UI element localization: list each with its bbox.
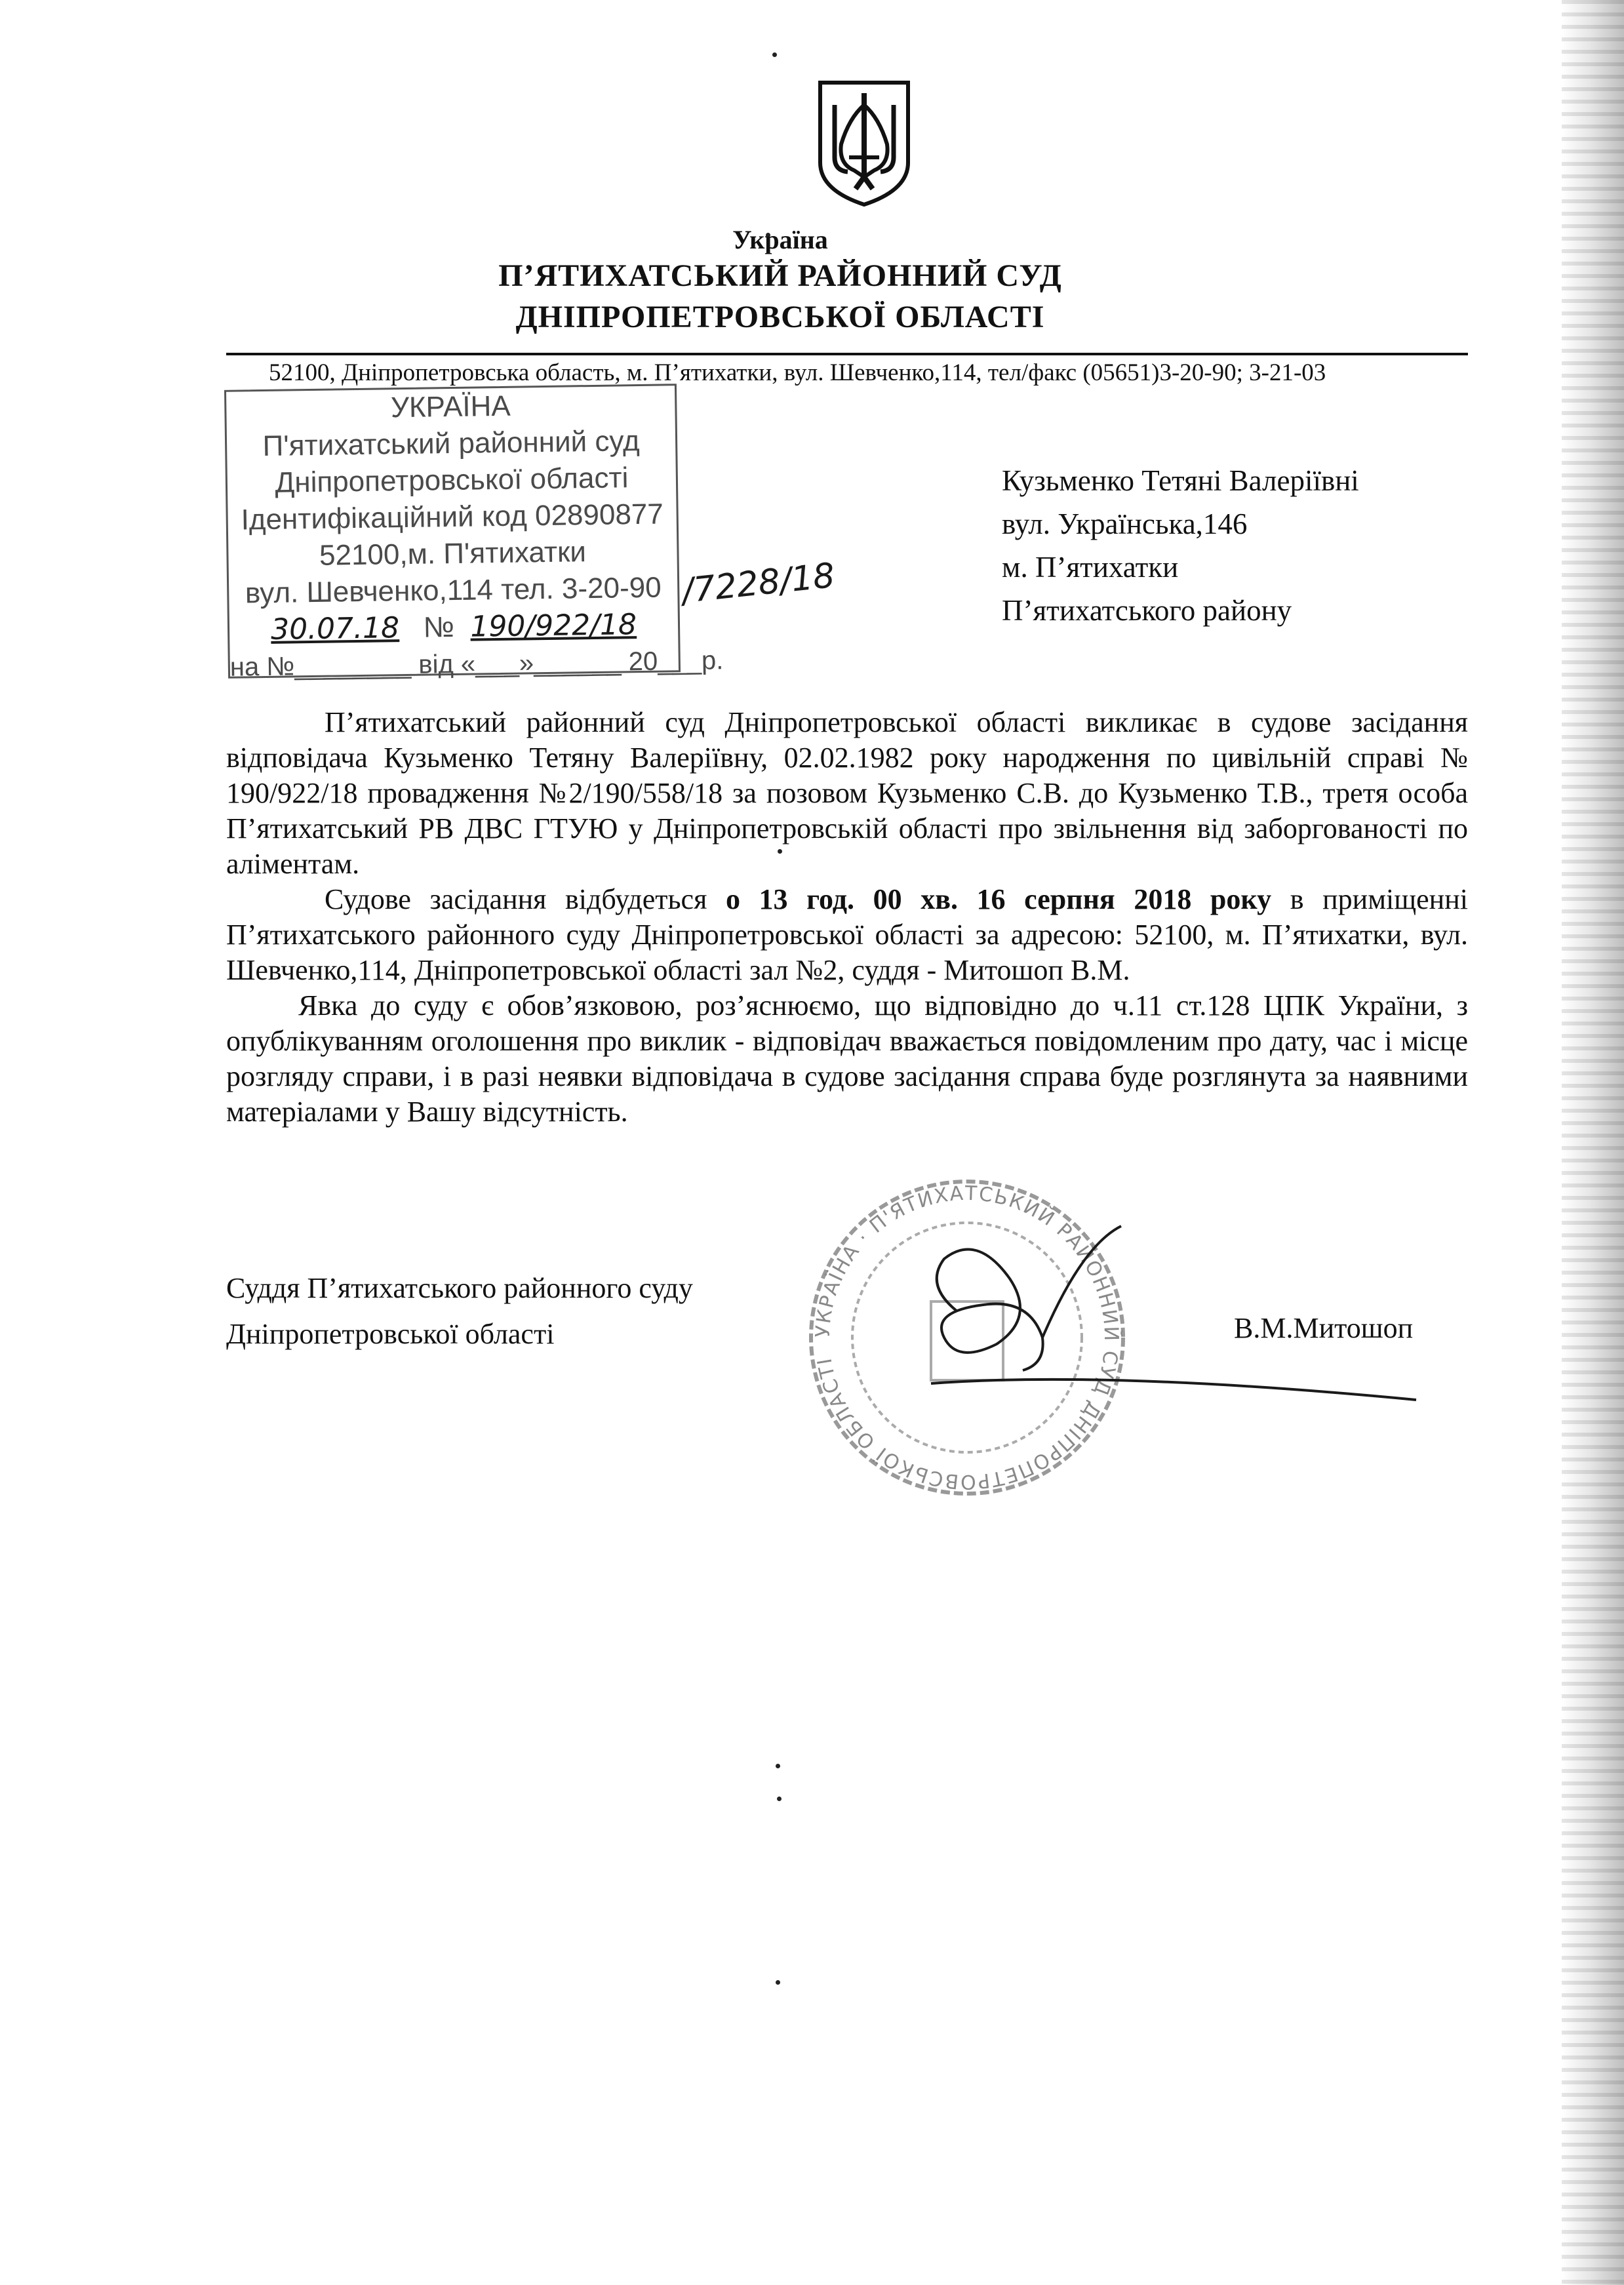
registration-stamp [224, 384, 724, 682]
stamp-number: 190/922/18 [470, 608, 637, 644]
stamp-ref-close: » [519, 648, 534, 678]
court-name-heading: П’ЯТИХАТСЬКИЙ РАЙОННИЙ СУД [498, 258, 1062, 293]
court-address-line: 52100, Дніпропетровська область, м. П’ятихатки, вул. Шевченко,114, тел/факс (05651)3-20-90; 3-21-03 [269, 359, 1326, 386]
recipient-block [1002, 459, 1359, 632]
stamp-date: 30.07.18 [270, 611, 400, 646]
coat-of-arms-icon [815, 79, 913, 207]
letter-body [226, 705, 1468, 1130]
stamp-ref-from: від « [418, 649, 476, 679]
stamp-line-registration [229, 606, 679, 649]
judge-name: В.М.Митошоп [1234, 1312, 1414, 1344]
stamp-line-court: П'ятихатський районний суд [262, 425, 640, 463]
recipient-city: м. П’ятихатки [1002, 551, 1179, 584]
scan-speck [772, 52, 777, 57]
judge-title-line1: Суддя П’ятихатського районного суду [226, 1272, 693, 1304]
stamp-ref-suffix: р. [701, 646, 724, 675]
scan-speck [777, 1797, 782, 1801]
hearing-intro: Судове засідання відбудеться [325, 883, 726, 915]
stamp-line-country: УКРАЇНА [390, 389, 511, 424]
body-paragraph-attendance: Явка до суду є обов’язковою, роз’яснюємо, що відповідно до ч.11 ст.128 ЦПК України, з опублікуванням оголошення про виклик - відповідач вважається повідомленим про дату, час і місце розгляду справи, і в разі неявки відповідача в судове засідання справа буде розглянута за наявними матеріалами у Вашу відсутність. [226, 989, 1468, 1128]
hearing-location: в приміщенні П’ятихатського районного суду Дніпропетровської області за адресою: 52100, м. П’ятихатки, вул. Шевченко,114, Дніпропетровської області зал №2, суддя - Митошоп В.М. [226, 883, 1469, 986]
stamp-line-street: вул. Шевченко,114 тел. 3-20-90 [245, 571, 662, 610]
scan-speck [776, 1764, 780, 1768]
stamp-line-reference: на №________ від «___»______ 20___р. [229, 646, 724, 682]
body-paragraph-summons: П’ятихатський районний суд Дніпропетровської області викликає в судове засідання відповідача Кузьменко Тетяну Валеріївну, 02.02.1982 року народження по цивільній справі № 190/922/18 провадження №2/190/558/18 за позовом Кузьменко С.В. до Кузьменко Т.В., третя особа П’ятихатський РВ ДВС ГТУЮ у Дніпропетровській області про звільнення від заборгованості по аліментам. [226, 706, 1468, 880]
seal-text: УКРАЇНА · П'ЯТИХАТСЬКИЙ РАЙОННИЙ СУД ДНІПРОПЕТРОВСЬКОЇ ОБЛАСТІ [811, 1182, 1123, 1494]
judge-title-block [226, 1265, 693, 1357]
hearing-datetime: о 13 год. 00 хв. 16 серпня 2018 року [725, 883, 1272, 915]
recipient-name: Кузьменко Тетяні Валеріївні [1002, 464, 1359, 497]
recipient-district: П’ятихатського району [1002, 594, 1292, 627]
stamp-ref-year: 20 [628, 646, 658, 677]
body-paragraph-hearing [226, 882, 1468, 988]
stamp-line-region: Дніпропетровської області [275, 462, 629, 499]
stamp-line-city: 52100,м. П'ятихатки [319, 536, 587, 572]
stamp-line-code: Ідентифікаційний код 02890877 [241, 498, 664, 536]
outgoing-number-handwritten: /7228/18 [680, 555, 837, 612]
judge-title-line2: Дніпропетровської області [226, 1318, 555, 1350]
scan-speck [776, 1980, 780, 1985]
country-heading: Україна [732, 225, 828, 254]
scan-edge-noise [1562, 0, 1624, 2285]
header-divider [226, 353, 1468, 355]
region-heading: ДНІПРОПЕТРОВСЬКОЇ ОБЛАСТІ [515, 300, 1045, 334]
stamp-number-label: № [423, 610, 455, 644]
stamp-ref-prefix: на № [229, 652, 295, 682]
recipient-street: вул. Українська,146 [1002, 507, 1248, 540]
